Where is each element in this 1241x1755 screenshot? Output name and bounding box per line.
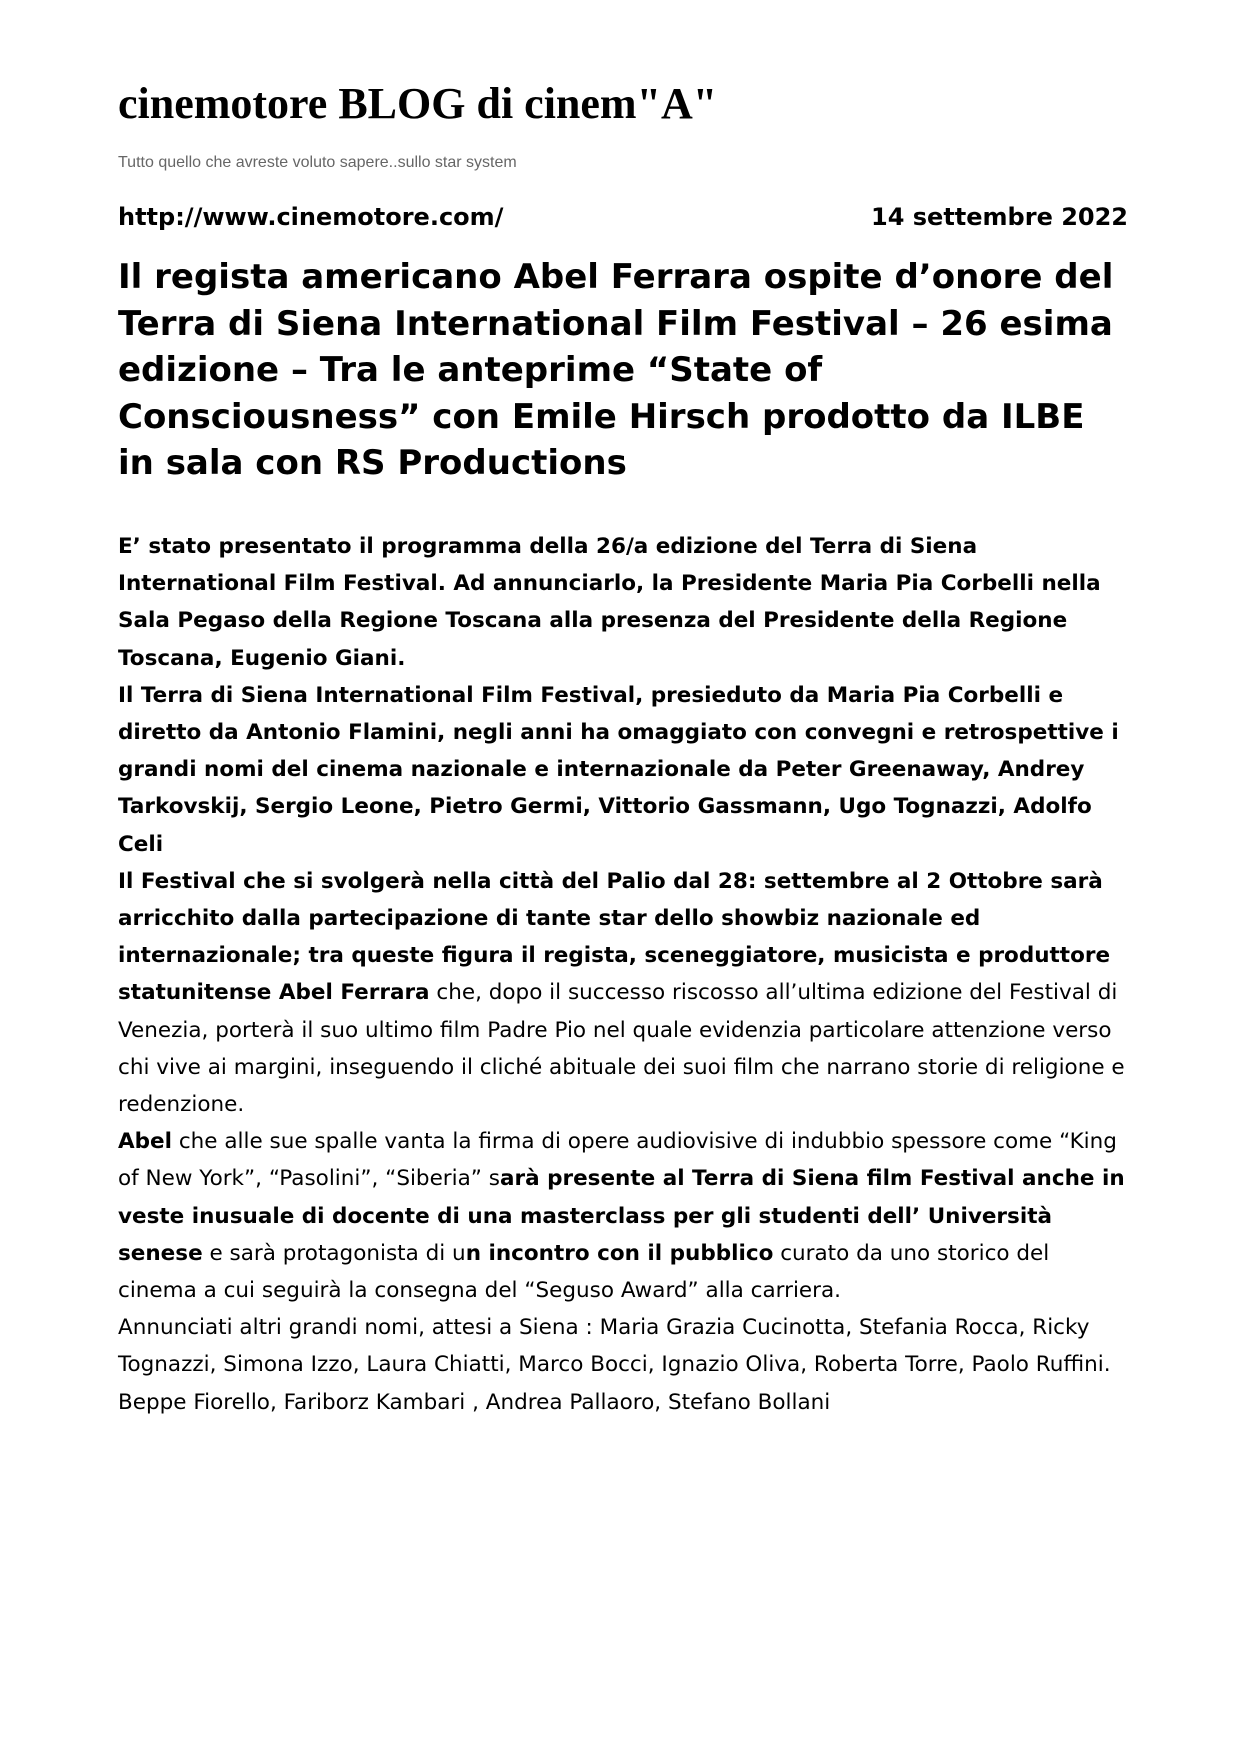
paragraph-festival-dates — [118, 863, 1128, 1123]
masterclass-text: arà presente al Terra di Siena film Festival anche in veste inusuale di docente di una masterclass per gli studenti dell’ Università senese — [118, 1166, 1125, 1266]
paragraph-abel-ferrara — [118, 1123, 1128, 1309]
publication-date: 14 settembre 2022 — [871, 203, 1128, 231]
paragraph-festival-dates-bold: Il Festival che si svolgerà nella città del Palio dal 28: settembre al 2 Ottobre sarà arricchito dalla partecipazione di tante star dello showbiz nazionale ed internazionale; tra queste figura il regista, sceneggiatore, musicista e produttore statunitense Abel Ferrara — [118, 868, 1111, 1006]
source-url: http://www.cinemotore.com/ — [118, 203, 504, 231]
abel-works-text: che alle sue spalle vanta la firma di opere audiovisive di indubbio spessore come “King of New York”, “Pasolini”, “Siberia” s — [118, 1129, 1117, 1192]
article-body — [118, 528, 1128, 1421]
paragraph-history: Il Terra di Siena International Film Festival, presieduto da Maria Pia Corbelli e diretto da Antonio Flamini, negli anni ha omaggiato con convegni e retrospettive i grandi nomi del cinema nazionale e internazionale da Peter Greenaway, Andrey Tarkovskij, Sergio Leone, Pietro Germi, Vittorio Gassmann, Ugo Tognazzi, Adolfo Celi — [118, 682, 1119, 857]
public-meeting-text: n incontro con il pubblico — [465, 1240, 774, 1266]
site-tagline: Tutto quello che avreste voluto sapere..sullo star system — [118, 154, 517, 171]
protagonist-text: e sarà protagonista di u — [202, 1240, 466, 1266]
paragraph-festival-dates-regular: che, dopo il successo riscosso all’ultima edizione del Festival di Venezia, porterà il suo ultimo film Padre Pio nel quale evidenzia particolare attenzione verso chi vive ai margini, inseguendo il cliché abituale dei suoi film che narrano storie di religione e redenzione. — [118, 980, 1125, 1118]
site-title: cinemotore BLOG di cinem"A" — [118, 79, 718, 128]
award-text: curato da uno storico del cinema a cui seguirà la consegna del “Seguso Award” alla carriera. — [118, 1240, 1050, 1304]
paragraph-guests: Annunciati altri grandi nomi, attesi a Siena : Maria Grazia Cucinotta, Stefania Rocca, Ricky Tognazzi, Simona Izzo, Laura Chiatti, Marco Bocci, Ignazio Oliva, Roberta Torre, Paolo Ruffini. Beppe Fiorello, Fariborz Kambari , Andrea Pallaoro, Stefano Bollani — [118, 1315, 1111, 1415]
paragraph-intro: E’ stato presentato il programma della 26/a edizione del Terra di Siena International Film Festival. Ad annunciarlo, la Presidente Maria Pia Corbelli nella Sala Pegaso della Regione Toscana alla presenza del Presidente della Regione Toscana, Eugenio Giani. — [118, 534, 1101, 671]
abel-name: Abel — [118, 1129, 172, 1155]
article-headline: Il regista americano Abel Ferrara ospite d’onore del Terra di Siena International Film Festival – 26 esima edizione – Tra le anteprime “State of Consciousness” con Emile Hirsch prodotto da ILBE in sala con RS Productions — [118, 257, 1114, 483]
